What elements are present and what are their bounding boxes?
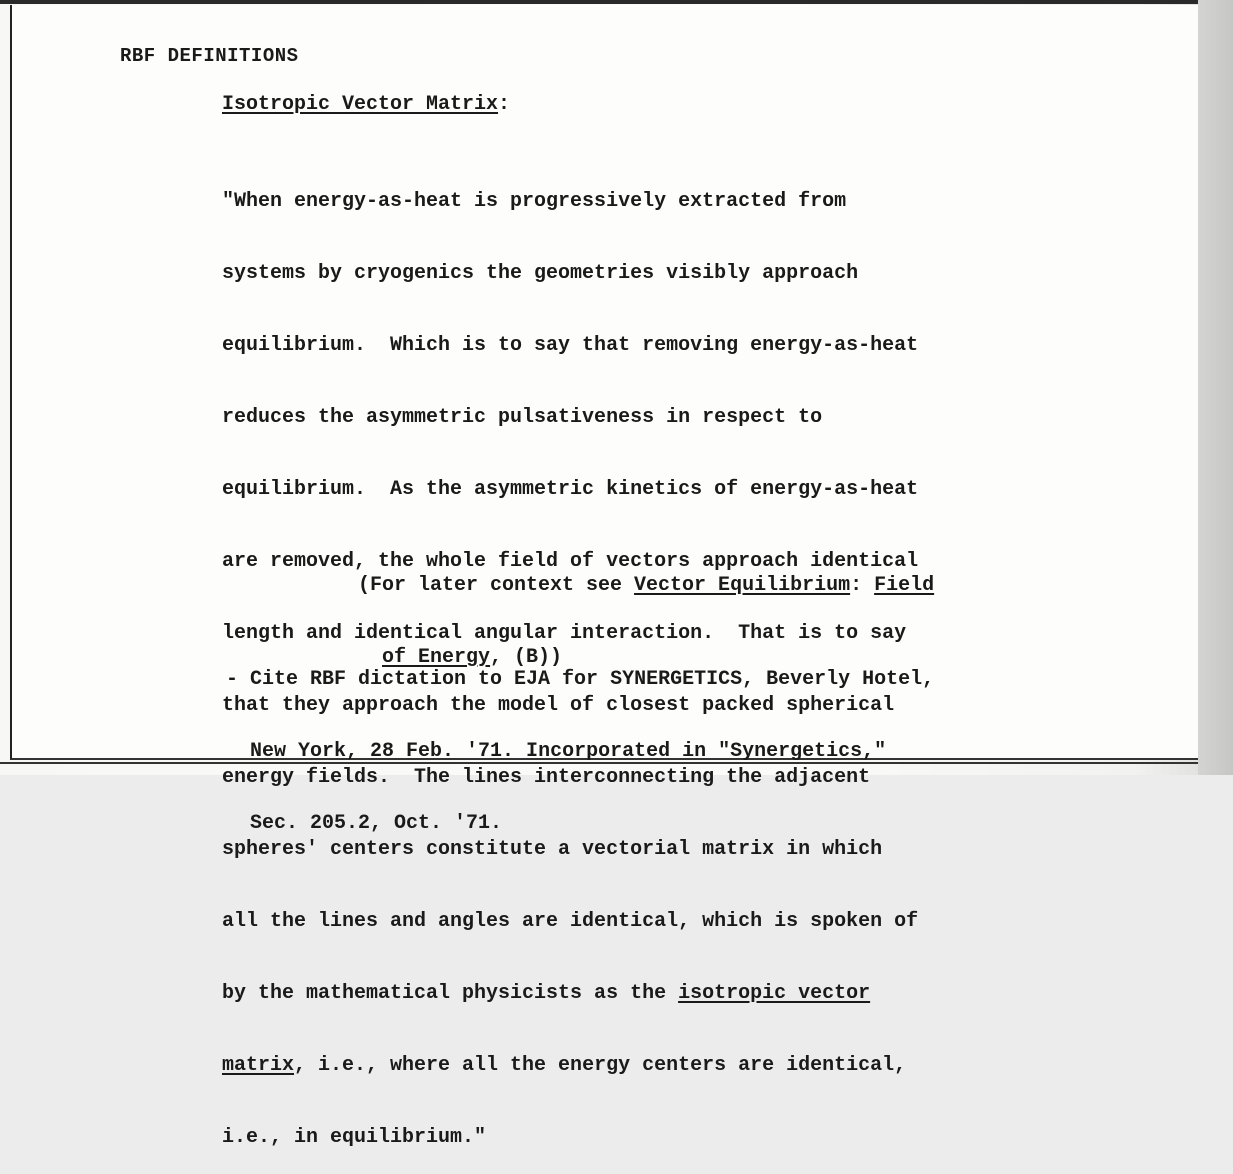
context-separator: : xyxy=(850,574,875,597)
of-energy-link: of Energy xyxy=(382,646,491,669)
definition-heading-text: Isotropic Vector Matrix xyxy=(222,93,499,116)
heading-colon: : xyxy=(498,93,511,116)
quote-line-12 xyxy=(222,982,1052,1006)
cite-line-1: - Cite RBF dictation to EJA for SYNERGETICS, Beverly Hotel, xyxy=(226,668,935,691)
quote-line: equilibrium. As the asymmetric kinetics of energy-as-heat xyxy=(222,478,919,501)
quote-line: energy fields. The lines interconnecting the adjacent xyxy=(222,766,871,789)
cite-line-2-text: New York, 28 Feb. '71. Incorporated in "Synergetics," xyxy=(250,740,887,763)
quote-line: equilibrium. Which is to say that removing energy-as-heat xyxy=(222,334,919,357)
context-suffix: , (B)) xyxy=(490,646,563,669)
quote-line: are removed, the whole field of vectors approach identical xyxy=(222,550,919,573)
cite-line-2 xyxy=(226,740,934,764)
matrix-link: matrix xyxy=(222,1054,295,1077)
isotropic-vector-link: isotropic vector xyxy=(678,982,871,1005)
context-prefix: (For later context see xyxy=(358,574,635,597)
context-line-1 xyxy=(358,574,934,598)
quote-line: all the lines and angles are identical, which is spoken of xyxy=(222,910,919,933)
card-top-edge xyxy=(0,0,1233,4)
quote-line: length and identical angular interaction. That is to say xyxy=(222,622,907,645)
field-link: Field xyxy=(874,574,935,597)
quote-line: that they approach the model of closest packed spherical xyxy=(222,694,895,717)
citation xyxy=(226,620,934,860)
quote-line-13-suffix: , i.e., where all the energy centers are identical, xyxy=(294,1054,907,1077)
definition-heading xyxy=(222,93,510,116)
quote-line-13 xyxy=(222,1054,1052,1078)
quote-line: "When energy-as-heat is progressively extracted from xyxy=(222,190,847,213)
quote-line: systems by cryogenics the geometries visibly approach xyxy=(222,262,859,285)
quote-line-12-prefix: by the mathematical physicists as the xyxy=(222,982,679,1005)
quote-line: i.e., in equilibrium." xyxy=(222,1126,487,1149)
vector-equilibrium-link: Vector Equilibrium xyxy=(634,574,851,597)
quote-line: reduces the asymmetric pulsativeness in respect to xyxy=(222,406,823,429)
cite-line-3-text: Sec. 205.2, Oct. '71. xyxy=(250,812,503,835)
cite-line-3 xyxy=(226,812,934,836)
scan-margin-strip xyxy=(1198,0,1233,775)
quote-line: spheres' centers constitute a vectorial matrix in which xyxy=(222,838,883,861)
document-header: RBF DEFINITIONS xyxy=(120,45,299,67)
